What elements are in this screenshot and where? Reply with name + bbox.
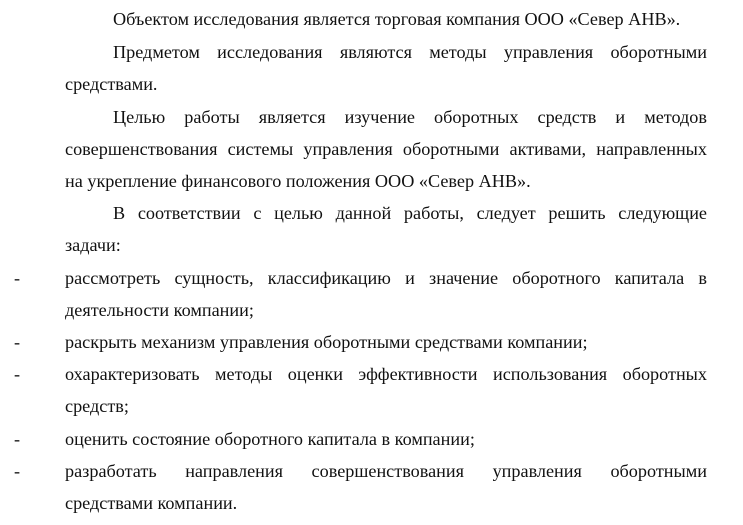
paragraph-tasks-intro-line-1: В соответствии с целью данной работы, следует решить следующие [113,203,707,223]
task-1-line-2: деятельности компании; [65,300,254,320]
paragraph-subject-line-2: средствами. [65,74,158,94]
task-5-line-1: разработать направления совершенствования управления оборотными [65,461,707,481]
list-item-marker: - [14,268,21,288]
paragraph-goal-line-3: на укрепление финансового положения ООО «Север АНВ». [65,171,531,191]
paragraph-tasks-intro-line-2: задачи: [65,235,121,255]
task-1-line-1: рассмотреть сущность, классификацию и значение оборотного капитала в [65,268,707,288]
list-item-marker: - [14,461,21,481]
paragraph-object-line-1: Объектом исследования является торговая компания ООО «Север АНВ». [113,9,681,29]
paragraph-goal-line-1: Целью работы является изучение оборотных средств и методов [113,107,707,127]
paragraph-goal-line-2: совершенствования системы управления оборотными активами, направленных [65,139,707,159]
paragraph-subject-line-1: Предметом исследования являются методы управления оборотными [113,42,707,62]
task-5-line-2: средствами компании. [65,493,238,513]
task-3-line-2: средств; [65,396,129,416]
task-3-line-1: охарактеризовать методы оценки эффективности использования оборотных [65,364,707,384]
list-item-marker: - [14,429,21,449]
task-2-line-1: раскрыть механизм управления оборотными средствами компании; [65,332,588,352]
list-item-marker: - [14,332,21,352]
task-4-line-1: оценить состояние оборотного капитала в компании; [65,429,475,449]
list-item-marker: - [14,364,21,384]
